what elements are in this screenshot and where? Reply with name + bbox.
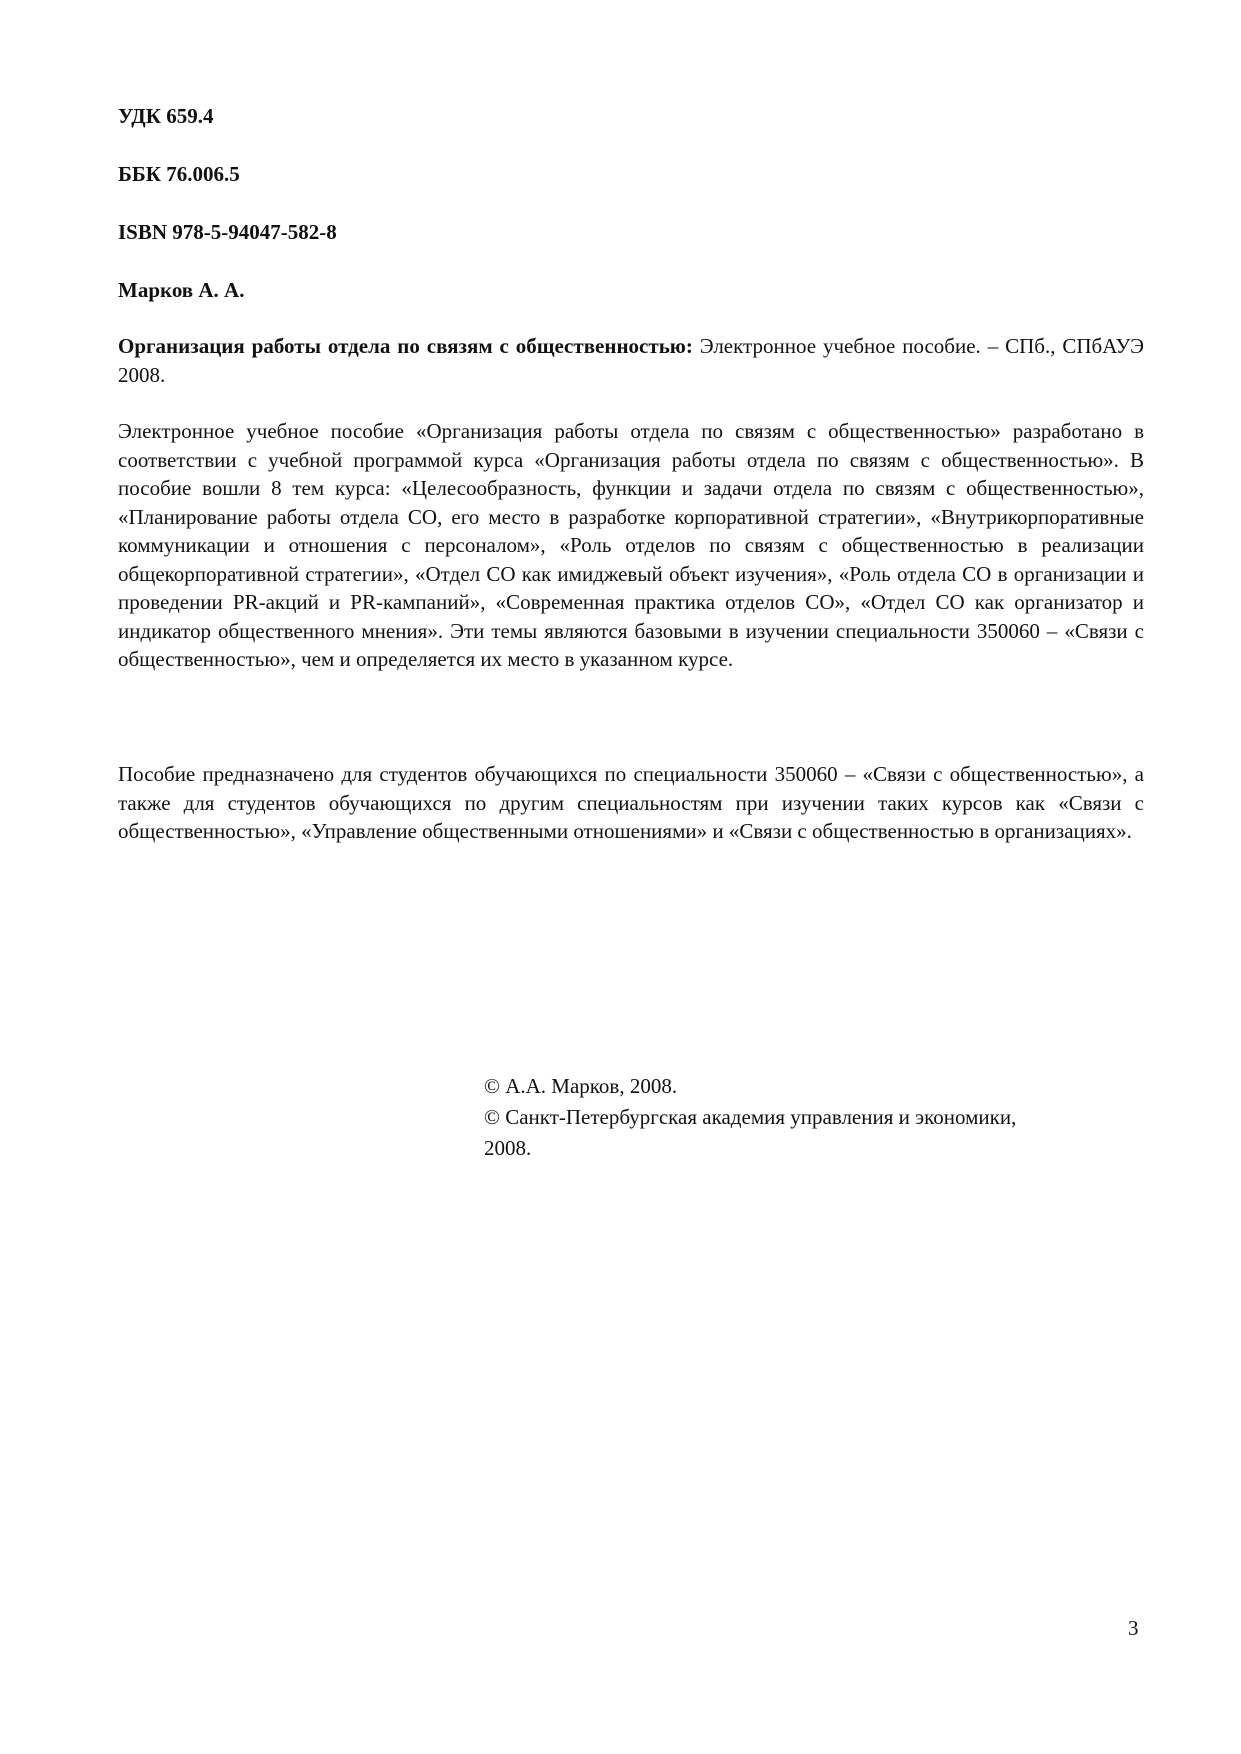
author-name: Марков А. А. [118, 278, 245, 302]
citation-title: Организация работы отдела по связям с общественностью: [118, 334, 693, 358]
copyright-academy: © Санкт-Петербургская академия управления и экономики, [484, 1105, 1017, 1129]
annotation-paragraph: Электронное учебное пособие «Организация работы отдела по связям с общественностью» разработано в соответствии с учебной программой курса «Организация работы отдела по связям с общественностью». В пособие вошли 8 тем курса: «Целесообразность, функции и задачи отдела по связям с общественностью», «Планирование работы отдела СО, его место в разработке корпоративной стратегии», «Внутрикорпоративные коммуникации и отношения с персоналом», «Роль отделов по связям с общественностью в реализации общекорпоративной стратегии», «Отдел СО как имиджевый объект изучения», «Роль отдела СО в организации и проведении PR-акций и PR-кампаний», «Современная практика отделов СО», «Отдел СО как организатор и индикатор общественного мнения». Эти темы являются базовыми в изучении специальности 350060 – «Связи с общественностью», чем и определяется их место в указанном курсе. [118, 419, 1144, 671]
bbk-code: ББК 76.006.5 [118, 162, 240, 186]
copyright-author: © А.А. Марков, 2008. [484, 1074, 678, 1098]
page-number: 3 [1128, 1616, 1139, 1640]
purpose-paragraph: Пособие предназначено для студентов обучающихся по специальности 350060 – «Связи с общественностью», а также для студентов обучающихся по другим специальностям при изучении таких курсов как «Связи с общественностью», «Управление общественными отношениями» и «Связи с общественностью в организациях». [118, 762, 1144, 843]
bibliographic-citation [118, 332, 1144, 389]
isbn-code: ISBN 978-5-94047-582-8 [118, 220, 337, 244]
udk-code: УДК 659.4 [118, 104, 214, 128]
copyright-block [484, 1071, 1124, 1164]
copyright-year: 2008. [484, 1136, 532, 1160]
citation-details: Электронное учебное пособие. – СПб., СПбАУЭ 2008. [118, 334, 1144, 387]
